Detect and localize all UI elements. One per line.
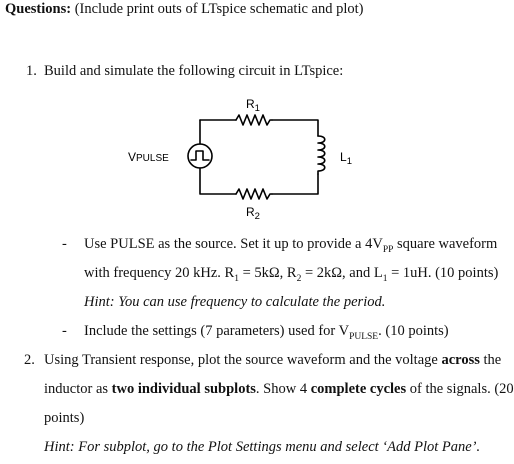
question-2-line-2: inductor as two individual subplots. Show 4 complete cycles of the signals. (20 — [44, 381, 514, 397]
circuit-schematic — [0, 88, 474, 228]
bullet-2-dash: - — [62, 323, 67, 339]
header-label: Questions: — [5, 1, 72, 17]
question-2-hint: Hint: For subplot, go to the Plot Settings menu and select ‘Add Plot Pane’. — [44, 439, 481, 455]
question-1-text: Build and simulate the following circuit in LTspice: — [44, 63, 344, 79]
bullet-2-text: Include the settings (7 parameters) used for $V_{PULSE}$. (10 points) — [84, 323, 449, 342]
bullet-1-line-1: Use PULSE as the source. Set it up to provide a $4V_{PP}$ square waveform — [84, 236, 498, 255]
inductor-coil — [318, 136, 325, 174]
question-1-number: 1. — [26, 63, 37, 79]
source-label: VPULSE — [128, 150, 169, 164]
pulse-source-circle — [188, 144, 212, 168]
header-text: (Include print outs of LTspice schematic and plot) — [74, 1, 364, 17]
bottom-wire — [272, 174, 318, 194]
bullet-1-hint: Hint: You can use frequency to calculate the period. — [84, 294, 386, 310]
bullet-1-dash: - — [62, 236, 67, 252]
l1-label: $L_1$ — [340, 150, 352, 167]
r2-resistor — [236, 189, 272, 199]
left-wire — [200, 120, 236, 194]
top-wire — [200, 120, 318, 136]
r1-label: $R_1$ — [246, 97, 260, 114]
r2-label: $R_2$ — [246, 205, 260, 222]
question-2-line-1: Using Transient response, plot the source waveform and the voltage across the — [44, 352, 502, 368]
bullet-1-line-2: with frequency 20 kHz. $R_1 = 5k\Omega$, $R_2 = 2k\Omega$, and $L_1 = 1uH$. (10 points) — [84, 265, 499, 284]
question-2-number: 2. — [24, 352, 35, 368]
question-2-line-3: points) — [44, 410, 85, 426]
r1-resistor — [236, 115, 272, 125]
page-header — [5, 1, 363, 18]
pulse-wave-icon — [191, 151, 209, 160]
